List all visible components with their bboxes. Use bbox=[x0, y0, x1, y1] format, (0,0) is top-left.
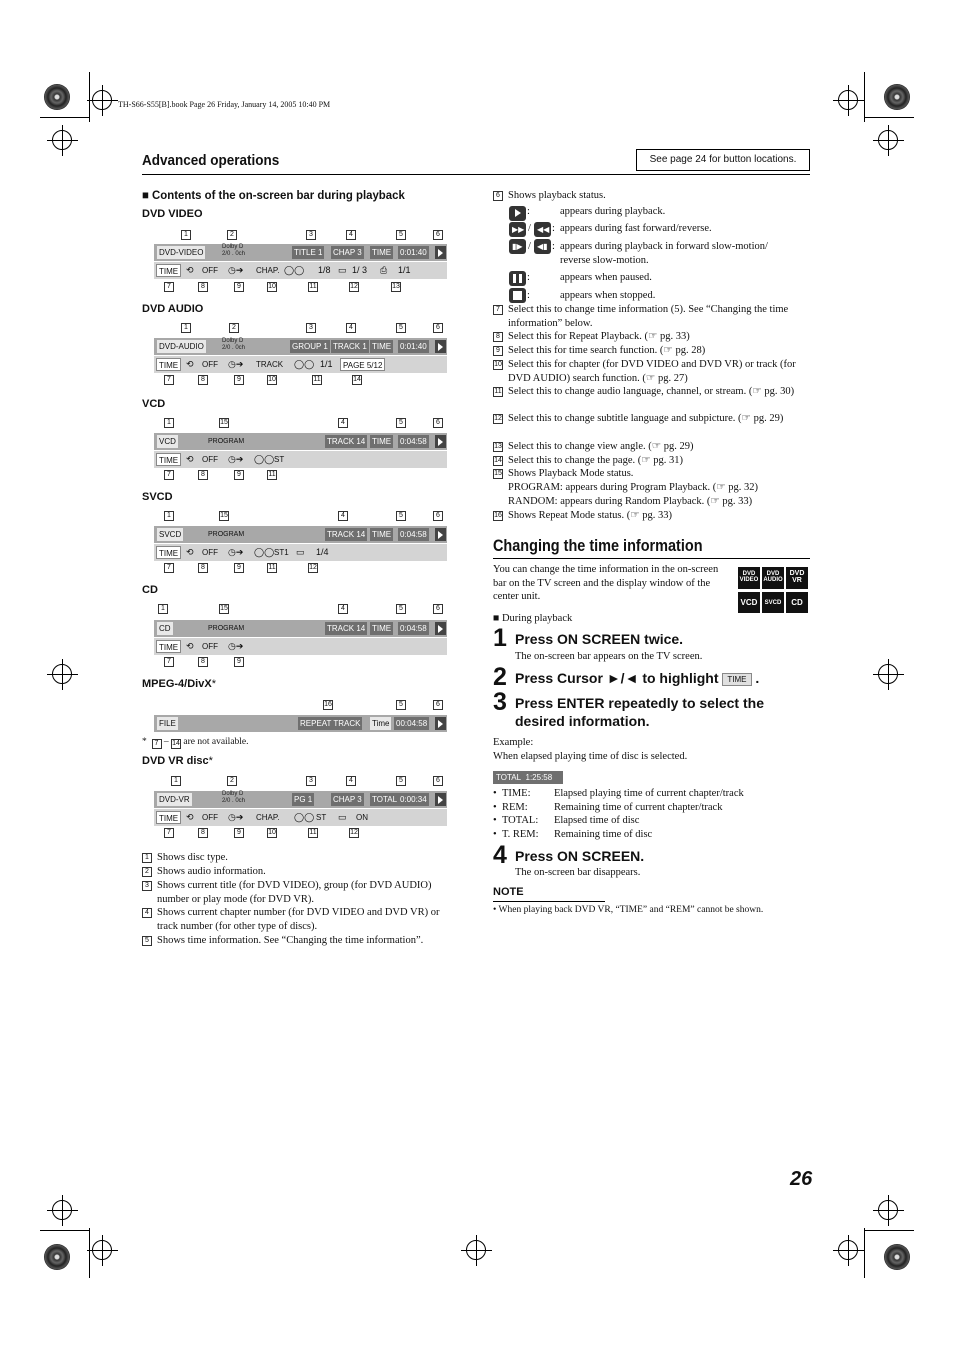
file-header: TH-S66-S55[B].book Page 26 Friday, January 14, 2005 10:40 PM bbox=[118, 100, 331, 109]
callout-7: 7 bbox=[164, 828, 174, 838]
repeat-off[interactable]: OFF bbox=[202, 266, 218, 275]
registration-disc-icon bbox=[884, 1244, 910, 1270]
callout-7: 7 bbox=[164, 563, 174, 573]
crop-mark bbox=[40, 117, 90, 118]
callout-8: 8 bbox=[198, 375, 208, 385]
callout-8: 8 bbox=[198, 563, 208, 573]
repeat-icon: ⟲ bbox=[186, 359, 194, 369]
callout-7: 7 bbox=[164, 375, 174, 385]
repeat-off[interactable]: OFF bbox=[202, 360, 218, 369]
repeat-chip: REPEAT TRACK bbox=[300, 719, 361, 728]
time-search-icon[interactable]: ◷➔ bbox=[228, 359, 244, 369]
random-status: RANDOM: appears during Random Playback. (☞ pg. 33) bbox=[508, 496, 753, 507]
page-value[interactable]: PAGE 5/12 bbox=[340, 358, 385, 371]
bar-vcd bbox=[154, 433, 447, 468]
step-number: 3 bbox=[493, 688, 507, 716]
disc-type: CD bbox=[159, 624, 171, 633]
callout-12: 12 bbox=[309, 564, 317, 571]
disc-type: VCD bbox=[159, 437, 176, 446]
audio-info: Dolby D 2/0 . 0ch bbox=[222, 338, 246, 351]
track-search[interactable]: TRACK bbox=[256, 360, 284, 369]
callout-1: 1 bbox=[164, 418, 174, 428]
time-search-icon[interactable]: ◷➔ bbox=[228, 454, 244, 464]
stop-icon bbox=[509, 288, 526, 303]
audio-icon: ◯◯ bbox=[254, 454, 275, 464]
colon: : bbox=[527, 272, 530, 283]
chapter-chip: CHAP 3 bbox=[333, 795, 362, 804]
dvd-vr-badge: DVD VR bbox=[786, 567, 808, 589]
callout-4: 4 bbox=[338, 604, 348, 614]
bar-cd bbox=[154, 620, 447, 655]
example-text: When elapsed playing time of disc is selected. bbox=[493, 751, 688, 762]
callout-12: 12 bbox=[350, 829, 358, 836]
crosshair-icon bbox=[838, 90, 858, 110]
disc-type: DVD-VIDEO bbox=[159, 248, 204, 257]
callout-2: 2 bbox=[227, 230, 237, 240]
repeat-icon: ⟲ bbox=[186, 812, 194, 822]
chapter-search[interactable]: CHAP. bbox=[256, 813, 280, 822]
callout-4: 4 bbox=[346, 776, 356, 786]
disc-type: SVCD bbox=[159, 530, 182, 539]
callout-4: 4 bbox=[338, 511, 348, 521]
repeat-off[interactable]: OFF bbox=[202, 642, 218, 651]
time-button[interactable]: TIME bbox=[156, 546, 181, 559]
registration-disc-icon bbox=[884, 84, 910, 110]
audio-icon: ◯◯ bbox=[254, 547, 275, 557]
list-item: • REM: Remaining time of current chapter/track bbox=[493, 801, 723, 813]
crop-mark bbox=[864, 1230, 914, 1231]
disc-type: DVD-VR bbox=[159, 795, 190, 804]
mpeg-note: * 7 – 14 are not available. bbox=[142, 737, 249, 747]
callout-5: 5 bbox=[396, 230, 406, 240]
audio-info: Dolby D 2/0 . 0ch bbox=[222, 791, 246, 804]
time-value: 0:04:58 bbox=[400, 530, 427, 539]
crop-mark bbox=[864, 117, 914, 118]
audio-icon: ◯◯ bbox=[294, 812, 315, 822]
callout-6: 6 bbox=[433, 323, 443, 333]
crosshair-icon bbox=[878, 130, 898, 150]
play-icon bbox=[435, 435, 446, 448]
track-chip: TRACK 14 bbox=[327, 437, 366, 446]
audio-value[interactable]: 1/1 bbox=[320, 359, 333, 369]
time-value: 00:04:58 bbox=[396, 719, 428, 728]
subtitle-value[interactable]: 1/4 bbox=[316, 547, 329, 557]
play-icon bbox=[435, 340, 446, 353]
callout-10: 10 bbox=[268, 283, 276, 290]
callout-3: 3 bbox=[306, 323, 316, 333]
audio-value[interactable]: ST bbox=[316, 813, 327, 822]
colon: : bbox=[552, 241, 555, 252]
crosshair-icon bbox=[52, 664, 72, 684]
time-mode-list bbox=[493, 787, 744, 841]
callout-10: 10 bbox=[268, 829, 276, 836]
bar-dvd-audio bbox=[154, 338, 447, 373]
angle-icon: ⎙ bbox=[380, 265, 388, 275]
play-icon bbox=[435, 717, 446, 730]
status-text: appears during fast forward/reverse. bbox=[560, 223, 712, 234]
time-value: 0:01:40 bbox=[400, 248, 427, 257]
play-mode: PROGRAM bbox=[208, 438, 245, 445]
svcd-badge: SVCD bbox=[762, 592, 784, 613]
repeat-off[interactable]: OFF bbox=[202, 813, 218, 822]
callout-8: 8 bbox=[198, 282, 208, 292]
time-chip: Time bbox=[372, 719, 390, 728]
audio-icon: ◯◯ bbox=[284, 265, 305, 275]
callout-3: 3 bbox=[306, 230, 316, 240]
program-status: PROGRAM: appears during Program Playback. (☞ pg. 32) bbox=[508, 482, 759, 493]
vcd-badge: VCD bbox=[738, 592, 760, 613]
callout-5: 5 bbox=[396, 604, 406, 614]
audio-value[interactable]: ST1 bbox=[274, 548, 289, 557]
status-text: appears during playback in forward slow-motion/ reverse slow-motion. bbox=[560, 241, 768, 266]
chapter-chip: CHAP 3 bbox=[333, 248, 362, 257]
callout-7: 7 bbox=[164, 282, 174, 292]
callout-7: 7 bbox=[164, 657, 174, 667]
status-text: appears when stopped. bbox=[560, 290, 656, 301]
crosshair-icon bbox=[878, 1200, 898, 1220]
crosshair-icon bbox=[52, 130, 72, 150]
slow-forward-icon: ▮▶ bbox=[509, 239, 526, 254]
fast-forward-icon: ▶▶ bbox=[509, 222, 526, 237]
total-chip: TOTAL bbox=[372, 795, 398, 804]
crop-mark bbox=[864, 72, 865, 122]
track-chip: TRACK 14 bbox=[327, 530, 366, 539]
callout-14: 14 bbox=[353, 376, 361, 383]
callout-1: 1 bbox=[181, 230, 191, 240]
step-2: Press Cursor ►/◄ to highlight TIME . bbox=[515, 670, 760, 686]
see-page-box: See page 24 for button locations. bbox=[636, 149, 810, 171]
audio-value[interactable]: 1/8 bbox=[318, 265, 331, 275]
time-search-icon[interactable]: ◷➔ bbox=[228, 547, 244, 557]
time-chip: TIME bbox=[372, 248, 392, 257]
callout-11: 11 bbox=[313, 376, 321, 383]
list-item: • T. REM: Remaining time of disc bbox=[493, 828, 653, 840]
total-display: TOTAL 1:25:58 bbox=[493, 771, 563, 784]
repeat-icon: ⟲ bbox=[186, 265, 194, 275]
step-number: 4 bbox=[493, 841, 507, 869]
label-dvd-video: DVD VIDEO bbox=[142, 208, 203, 220]
callout-2: 2 bbox=[227, 776, 237, 786]
slow-reverse-icon: ◀▮ bbox=[534, 239, 551, 254]
crosshair-icon bbox=[466, 1240, 486, 1260]
callout-12: 12 bbox=[350, 283, 358, 290]
callout-6: 6 bbox=[433, 418, 443, 428]
list-item: • TIME: Elapsed playing time of current chapter/track bbox=[493, 788, 744, 799]
angle-value[interactable]: 1/1 bbox=[398, 265, 411, 275]
time-search-icon[interactable]: ◷➔ bbox=[228, 812, 244, 822]
callout-5: 5 bbox=[396, 776, 406, 786]
status-text: appears when paused. bbox=[560, 272, 652, 283]
step-1: Press ON SCREEN twice. bbox=[515, 631, 684, 647]
repeat-icon: ⟲ bbox=[186, 454, 194, 464]
section-rule bbox=[493, 558, 810, 559]
crosshair-icon bbox=[52, 1200, 72, 1220]
time-chip: TIME bbox=[372, 624, 392, 633]
page-number: 26 bbox=[790, 1168, 813, 1190]
callout-9: 9 bbox=[234, 563, 244, 573]
repeat-off[interactable]: OFF bbox=[202, 455, 218, 464]
colon: : bbox=[552, 223, 555, 234]
disc-type: DVD-AUDIO bbox=[159, 342, 204, 351]
callout-6: 6 bbox=[433, 230, 443, 240]
step-3: Press ENTER repeatedly to select the desired information. bbox=[515, 695, 764, 729]
example-label: Example: bbox=[493, 737, 534, 748]
callout-6: 6 bbox=[433, 776, 443, 786]
play-icon bbox=[435, 528, 446, 541]
callout-5: 5 bbox=[396, 323, 406, 333]
time-chip: TIME bbox=[372, 437, 392, 446]
pg-chip: PG 1 bbox=[294, 795, 313, 804]
time-value: 0:04:58 bbox=[400, 624, 427, 633]
change-title: Changing the time information bbox=[493, 536, 703, 555]
subtitle-icon: ▭ bbox=[296, 547, 305, 557]
callout-5: 5 bbox=[396, 418, 406, 428]
audio-info: Dolby D 2/0 . 0ch bbox=[222, 244, 246, 257]
time-chip: TIME bbox=[722, 673, 751, 686]
time-chip: TIME bbox=[372, 530, 392, 539]
note-rule bbox=[493, 901, 605, 902]
label-dvdvr: DVD VR disc* bbox=[142, 755, 213, 767]
note-text: • When playing back DVD VR, “TIME” and “REM” cannot be shown. bbox=[493, 905, 764, 915]
callout-11: 11 bbox=[268, 564, 276, 571]
label-dvd-audio: DVD AUDIO bbox=[142, 303, 204, 315]
callout-1: 1 bbox=[181, 323, 191, 333]
slash: / bbox=[528, 223, 531, 234]
time-value: 0:00:34 bbox=[400, 795, 427, 804]
play-status-icon bbox=[509, 206, 526, 221]
play-icon bbox=[435, 622, 446, 635]
step-4-desc: The on-screen bar disappears. bbox=[515, 867, 641, 878]
crosshair-icon bbox=[92, 90, 112, 110]
section-rule bbox=[142, 174, 810, 175]
step-number: 2 bbox=[493, 663, 507, 691]
callout-3: 3 bbox=[306, 776, 316, 786]
bar-dvdvr bbox=[154, 791, 447, 826]
callout-9: 9 bbox=[234, 470, 244, 480]
audio-value[interactable]: ST bbox=[274, 455, 285, 464]
callout-1: 1 bbox=[158, 604, 168, 614]
subtitle-icon: ▭ bbox=[338, 265, 347, 275]
time-button[interactable]: TIME bbox=[156, 264, 181, 277]
change-intro: You can change the time information in the on-screen bar on the TV screen and the display window of the center unit. bbox=[493, 564, 719, 602]
dvd-video-badge: DVD VIDEO bbox=[738, 567, 760, 589]
time-button[interactable]: TIME bbox=[156, 811, 181, 824]
callout-15: 15 bbox=[220, 605, 228, 612]
callout-5: 5 bbox=[396, 700, 406, 710]
disc-type: FILE bbox=[159, 719, 176, 728]
callout-2: 2 bbox=[229, 323, 239, 333]
sub-heading: ■ Contents of the on-screen bar during playback bbox=[142, 188, 405, 202]
crop-mark bbox=[40, 1230, 90, 1231]
callout-1: 1 bbox=[171, 776, 181, 786]
time-value: 0:01:40 bbox=[400, 342, 427, 351]
registration-disc-icon bbox=[44, 1244, 70, 1270]
callout-9: 9 bbox=[234, 375, 244, 385]
bar-mpeg bbox=[154, 715, 447, 732]
callout-13: 13 bbox=[392, 283, 400, 290]
crop-mark bbox=[89, 1228, 90, 1278]
callout-5: 5 bbox=[396, 511, 406, 521]
step-number: 1 bbox=[493, 624, 507, 652]
subtitle-icon: ▭ bbox=[338, 812, 347, 822]
step-1-desc: The on-screen bar appears on the TV screen. bbox=[515, 651, 703, 662]
time-search-icon[interactable]: ◷➔ bbox=[228, 641, 244, 651]
fast-reverse-icon: ◀◀ bbox=[534, 222, 551, 237]
label-mpeg: MPEG-4/DivX* bbox=[142, 678, 216, 690]
track-chip: TRACK 1 bbox=[333, 342, 367, 351]
callout-4: 4 bbox=[338, 418, 348, 428]
subtitle-value[interactable]: 1/ 3 bbox=[352, 265, 368, 275]
callout-6: 6 bbox=[433, 604, 443, 614]
audio-icon: ◯◯ bbox=[294, 359, 315, 369]
note-heading: NOTE bbox=[493, 886, 524, 898]
callout-11: 11 bbox=[309, 829, 317, 836]
chapter-search[interactable]: CHAP. bbox=[256, 266, 280, 275]
callout-9: 9 bbox=[234, 657, 244, 667]
dvd-audio-badge: DVD AUDIO bbox=[762, 567, 784, 589]
bar-svcd bbox=[154, 526, 447, 561]
label-cd: CD bbox=[142, 584, 158, 596]
callout-8: 8 bbox=[198, 657, 208, 667]
time-button[interactable]: TIME bbox=[156, 640, 181, 653]
crop-mark bbox=[864, 1228, 865, 1278]
group-chip: GROUP 1 bbox=[292, 342, 328, 351]
crosshair-icon bbox=[92, 1240, 112, 1260]
callout-9: 9 bbox=[234, 282, 244, 292]
track-chip: TRACK 14 bbox=[327, 624, 366, 633]
callout-1: 1 bbox=[164, 511, 174, 521]
crosshair-icon bbox=[838, 1240, 858, 1260]
colon: : bbox=[527, 290, 530, 301]
callout-4: 4 bbox=[346, 230, 356, 240]
time-button[interactable]: TIME bbox=[156, 358, 181, 371]
callout-4: 4 bbox=[346, 323, 356, 333]
label-vcd: VCD bbox=[142, 398, 166, 410]
slash: / bbox=[528, 241, 531, 252]
callout-7: 7 bbox=[164, 470, 174, 480]
repeat-icon: ⟲ bbox=[186, 547, 194, 557]
section-title: Advanced operations bbox=[142, 152, 280, 169]
status-text: appears during playback. bbox=[560, 206, 666, 217]
callout-8: 8 bbox=[198, 828, 208, 838]
time-chip: TIME bbox=[372, 342, 392, 351]
callout-8: 8 bbox=[198, 470, 208, 480]
repeat-off[interactable]: OFF bbox=[202, 548, 218, 557]
play-icon bbox=[435, 246, 446, 259]
callout-16: 16 bbox=[324, 701, 332, 708]
subtitle-value[interactable]: ON bbox=[356, 813, 368, 822]
pause-icon bbox=[509, 271, 526, 286]
callout-11: 11 bbox=[268, 471, 276, 478]
play-icon bbox=[435, 793, 446, 806]
callout-15: 15 bbox=[220, 419, 228, 426]
colon: : bbox=[527, 206, 530, 217]
callout-6: 6 bbox=[433, 511, 443, 521]
cd-badge: CD bbox=[786, 592, 808, 613]
label-svcd: SVCD bbox=[142, 491, 173, 503]
play-mode: PROGRAM bbox=[208, 531, 245, 538]
crosshair-icon bbox=[878, 664, 898, 684]
during-playback: ■ During playback bbox=[493, 613, 573, 624]
title-chip: TITLE 1 bbox=[294, 248, 323, 257]
step-4: Press ON SCREEN. bbox=[515, 848, 645, 864]
time-value: 0:04:58 bbox=[400, 437, 427, 446]
registration-disc-icon bbox=[44, 84, 70, 110]
callout-6: 6 bbox=[433, 700, 443, 710]
callout-9: 9 bbox=[234, 828, 244, 838]
time-search-icon[interactable]: ◷➔ bbox=[228, 265, 244, 275]
play-mode: PROGRAM bbox=[208, 625, 245, 632]
list-item: • TOTAL: Elapsed time of disc bbox=[493, 815, 640, 827]
time-button[interactable]: TIME bbox=[156, 453, 181, 466]
repeat-icon: ⟲ bbox=[186, 641, 194, 651]
callout-10: 10 bbox=[268, 376, 276, 383]
bar-dvd-video bbox=[154, 244, 447, 279]
crop-mark bbox=[89, 72, 90, 122]
callout-11: 11 bbox=[309, 283, 317, 290]
callout-15: 15 bbox=[220, 512, 228, 519]
